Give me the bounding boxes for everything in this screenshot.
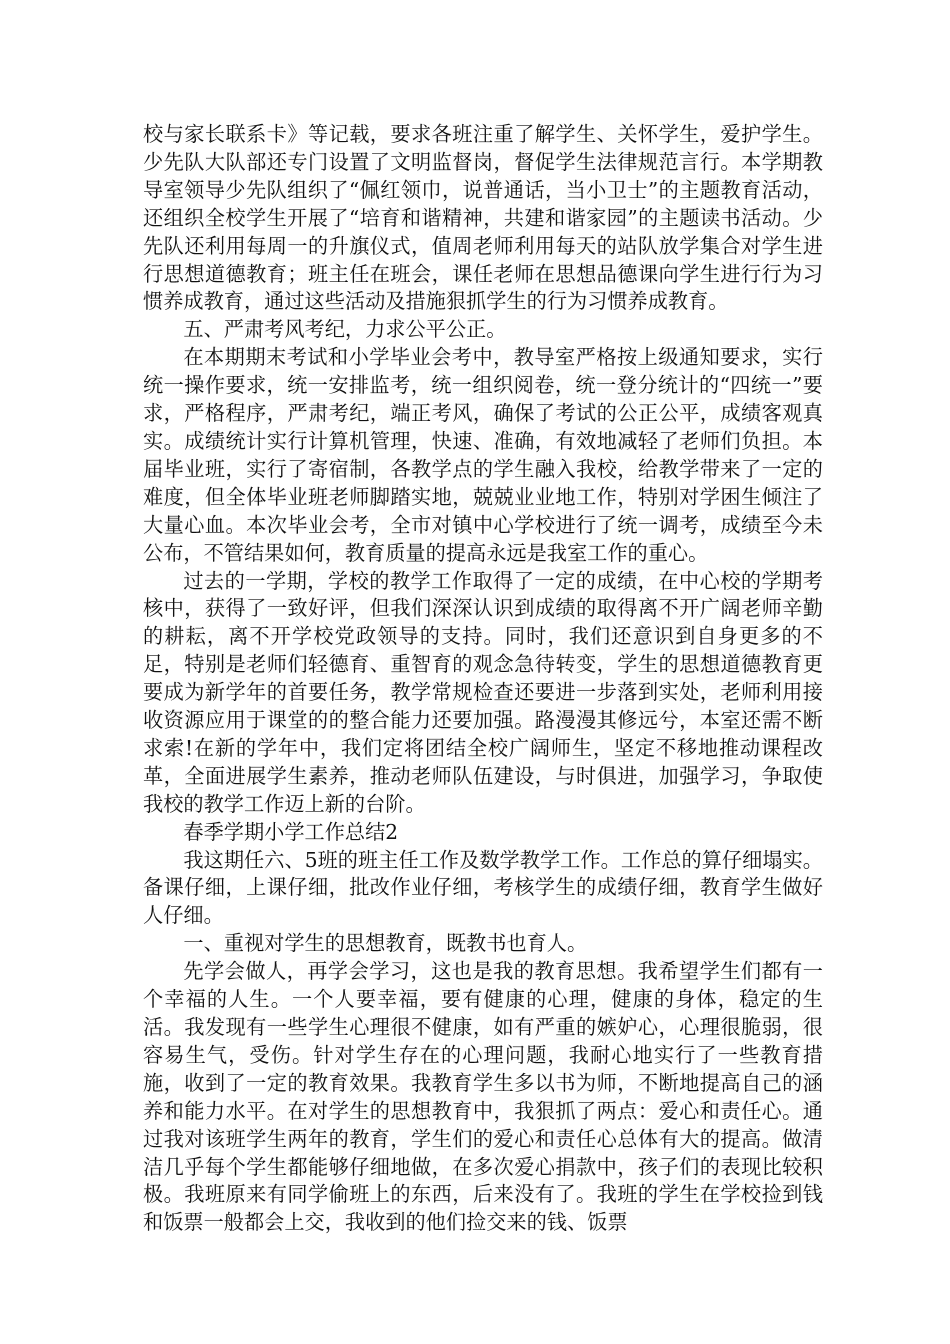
document-title-2: 春季学期小学工作总结2	[183, 819, 399, 844]
paragraph-exam: 在本期期末考试和小学毕业会考中，教导室严格按上级通知要求，实行统一操作要求，统一安排监考，统一组织阅卷，统一登分统计的“四统一”要求，严格程序，严肃考纪，端正考风，确保了考试的公正公平，成绩客观真实。成绩统计实行计算机管理，快速、准确，有效地减轻了老师们负担。本届毕业班，实行了寄宿制，各教学点的学生融入我校，给教学带来了一定的难度，但全体毕业班老师脚踏实地，兢兢业业地工作，特别对学困生倾注了大量心血。本次毕业会考，全市对镇中心学校进行了统一调考，成绩至今未公布，不管结果如何，教育质量的提高永远是我室工作的重心。	[143, 345, 823, 565]
paragraph-summary: 过去的一学期，学校的教学工作取得了一定的成绩，在中心校的学期考核中，获得了一致好评，但我们深深认识到成绩的取得离不开广阔老师辛勤的耕耘，离不开学校党政领导的支持。同时，我们还意识到自身更多的不足，特别是老师们轻德育、重智育的观念急待转变，学生的思想道德教育更要成为新学年的首要任务，教学常规检查还要进一步落到实处，老师利用接收资源应用于课堂的的整合能力还要加强。路漫漫其修远兮，本室还需不断求索!在新的学年中，我们定将团结全校广阔师生，坚定不移地推动课程改革，全面进展学生素养，推动老师队伍建设，与时俱进，加强学习，争取使我校的教学工作迈上新的台阶。	[143, 568, 823, 816]
paragraph-moral-education: 先学会做人，再学会学习，这也是我的教育思想。我希望学生们都有一个幸福的人生。一个人要幸福，要有健康的心理，健康的身体，稳定的生活。我发现有一些学生心理很不健康，如有严重的嫉妒心，心理很脆弱，很容易生气，受伤。针对学生存在的心理问题，我耐心地实行了一些教育措施，收到了一定的教育效果。我教育学生多以书为师，不断地提高自己的涵养和能力水平。在对学生的思想教育中，我狠抓了两点：爱心和责任心。通过我对该班学生两年的教育，学生们的爱心和责任心总体有大的提高。做清洁几乎每个学生都能够仔细地做，在多次爱心捐款中，孩子们的表现比较积极。我班原来有同学偷班上的东西，后来没有了。我班的学生在学校捡到钱和饭票一般都会上交，我收到的他们捡交来的钱、饭票	[143, 959, 823, 1235]
section-heading-1: 一、重视对学生的思想教育，既教书也育人。	[183, 931, 588, 956]
paragraph-1: 校与家长联系卡》等记载，要求各班注重了解学生、关怀学生，爱护学生。少先队大队部还专门设置了文明监督岗，督促学生法律规范言行。本学期教导室领导少先队组织了“佩红领巾，说普通话，当小卫士”的主题教育活动，还组织全校学生开展了“培育和谐精神，共建和谐家园”的主题读书活动。少先队还利用每周一的升旗仪式，值周老师利用每天的站队放学集合对学生进行思想道德教育；班主任在班会，课任老师在思想品德课向学生进行行为习惯养成教育，通过这些活动及措施狠抓学生的行为习惯养成教育。	[143, 122, 823, 314]
section-heading-5: 五、严肃考风考纪，力求公平公正。	[183, 317, 507, 342]
document-page	[143, 121, 823, 1237]
paragraph-intro-2: 我这期任六、5班的班主任工作及数学教学工作。工作总的算仔细塌实。备课仔细，上课仔细，批改作业仔细，考核学生的成绩仔细，教育学生做好人仔细。	[143, 847, 823, 928]
